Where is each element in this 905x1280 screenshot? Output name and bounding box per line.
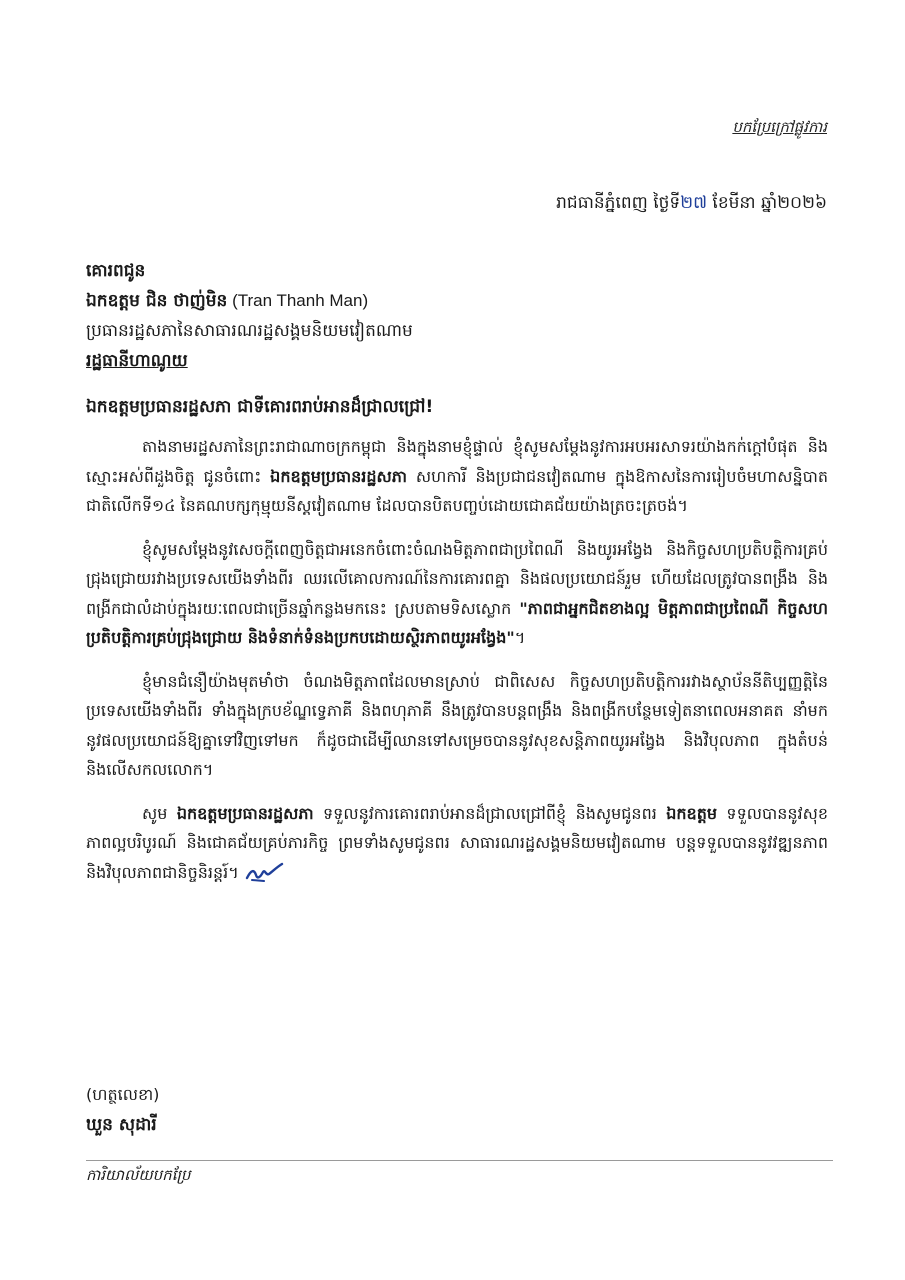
- paragraph-2: [86, 535, 828, 653]
- paragraph-3: ខ្ញុំមានជំនឿយ៉ាងមុតមាំថា ចំណងមិត្តភាពដែលមានស្រាប់ ជាពិសេស កិច្ចសហប្រតិបត្តិការរវាងស្ថាប័ននីតិប្បញ្ញត្តិនៃប្រទេសយើងទាំងពីរ ទាំងក្នុងក្របខ័ណ្ឌទ្វេភាគី និងពហុភាគី នឹងត្រូវបានបន្តពង្រឹង និងពង្រីកបន្ថែមទៀតនាពេលអនាគត នាំមកនូវផលប្រយោជន៍ឱ្យគ្នាទៅវិញទៅមក ក៏ដូចជាដើម្បីឈានទៅសម្រេចបាននូវសុខសន្តិភាពយូរអង្វែង និងវិបុលភាព ក្នុងតំបន់ និងលើសកលលោក។: [86, 671, 828, 779]
- recipient-city: រដ្ឋធានីហាណូយ: [86, 351, 188, 371]
- paragraph-4: [86, 799, 828, 888]
- date-day: ២៧: [680, 193, 708, 213]
- unofficial-translation-label: បកប្រែក្រៅផ្លូវការ: [732, 118, 827, 136]
- p4-text-a: សូម: [142, 803, 177, 823]
- translation-office-label: ការិយាល័យបកប្រែ: [86, 1166, 191, 1184]
- p2-slogan: "ភាពជាអ្នកជិតខាងល្អ មិត្តភាពជាប្រពៃណី កិច្ចសហប្រតិបត្តិការគ្រប់ជ្រុងជ្រោយ និងទំនាក់ទំនងប្រកបដោយស្ថិរភាពយូរអង្វែង": [86, 598, 828, 647]
- date-suffix: ខែមីនា ឆ្នាំ២០២៦: [707, 193, 827, 213]
- handwritten-initial-mark: [244, 862, 284, 884]
- p4-text-c: ទទួលនូវការគោរពរាប់អានដ៏ជ្រាលជ្រៅពីខ្ញុំ និងសូមជូនពរ: [313, 803, 667, 823]
- p4-text-bold-2: ឯកឧត្តម: [666, 803, 718, 823]
- closing-block: [86, 1080, 159, 1140]
- letter-body: [86, 432, 828, 901]
- p1-text-bold: ឯកឧត្តមប្រធានរដ្ឋសភា: [270, 466, 407, 486]
- recipient-address: [86, 256, 826, 376]
- date-line: [556, 192, 827, 217]
- recipient-name-latin: (Tran Thanh Man): [227, 291, 369, 310]
- recipient-name-khmer: ឯកឧត្តម ជិន ថាញ់មិន: [86, 291, 228, 311]
- p1-text-a: តាងនាមរដ្ឋសភានៃព្រះរាជាណាចក្រកម្ពុជា និងក្នុងនាមខ្ញុំផ្ទាល់ ខ្ញុំសូមសម្តែងនូវការអបអរសាទរយ៉ាងកក់ក្តៅបំផុត និងស្មោះអស់ពីដួងចិត្ត ជូនចំពោះ: [86, 437, 828, 486]
- recipient-title: ប្រធានរដ្ឋសភានៃសាធារណរដ្ឋសង្គមនិយមវៀតណាម: [86, 321, 413, 341]
- footer-divider: [86, 1160, 833, 1161]
- date-prefix: រាជធានីភ្នំពេញ ថ្ងៃទី: [556, 193, 681, 213]
- signer-name: ឃួន សុដារី: [86, 1115, 157, 1135]
- p4-text-e: ទទួលបាននូវសុខភាពល្អបរិបូរណ៍ និងជោគជ័យគ្រប់ភារកិច្ច ព្រមទាំងសូមជូនពរ សាធារណរដ្ឋសង្គមនិយមវៀតណាម បន្តទទួលបាននូវវឌ្ឍនភាព និងវិបុលភាពជានិច្ចនិរន្តរ៍។: [86, 803, 828, 882]
- p4-text-bold-1: ឯកឧត្តមប្រធានរដ្ឋសភា: [176, 803, 314, 823]
- recipient-name: [86, 286, 826, 316]
- p2-text-c: ។: [514, 628, 526, 647]
- signature-label: (ហត្ថលេខា): [86, 1085, 160, 1104]
- salutation: ឯកឧត្តមប្រធានរដ្ឋសភា ជាទីគោរពរាប់អានដ៏ជ្រាលជ្រៅ!: [86, 397, 434, 417]
- to-label: គោរពជូន: [86, 261, 146, 281]
- paragraph-1: [86, 432, 828, 521]
- p1-text-c: សហការី និងប្រជាជនវៀតណាម ក្នុងឱកាសនៃការរៀបចំមហាសន្និបាតជាតិលើកទី១៤ នៃគណបក្សកុម្មុយនីស្តវៀតណាម ដែលបានបិតបញ្ចប់ដោយជោគជ័យយ៉ាងត្រចះត្រចង់។: [86, 466, 828, 515]
- p2-text-a: ខ្ញុំសូមសម្តែងនូវសេចក្តីពេញចិត្តជាអនេកចំពោះចំណងមិត្តភាពជាប្រពៃណី និងយូរអង្វែង និងកិច្ចសហប្រតិបត្តិការគ្រប់ជ្រុងជ្រោយរវាងប្រទេសយើងទាំងពីរ ឈរលើគោលការណ៍នៃការគោរពគ្នា និងផលប្រយោជន៍រួម ហើយដែលត្រូវបានពង្រឹង និងពង្រីកជាលំដាប់ក្នុងរយៈពេលជាច្រើនឆ្នាំកន្លងមកនេះ ស្របតាមទិសស្លោក: [86, 539, 828, 618]
